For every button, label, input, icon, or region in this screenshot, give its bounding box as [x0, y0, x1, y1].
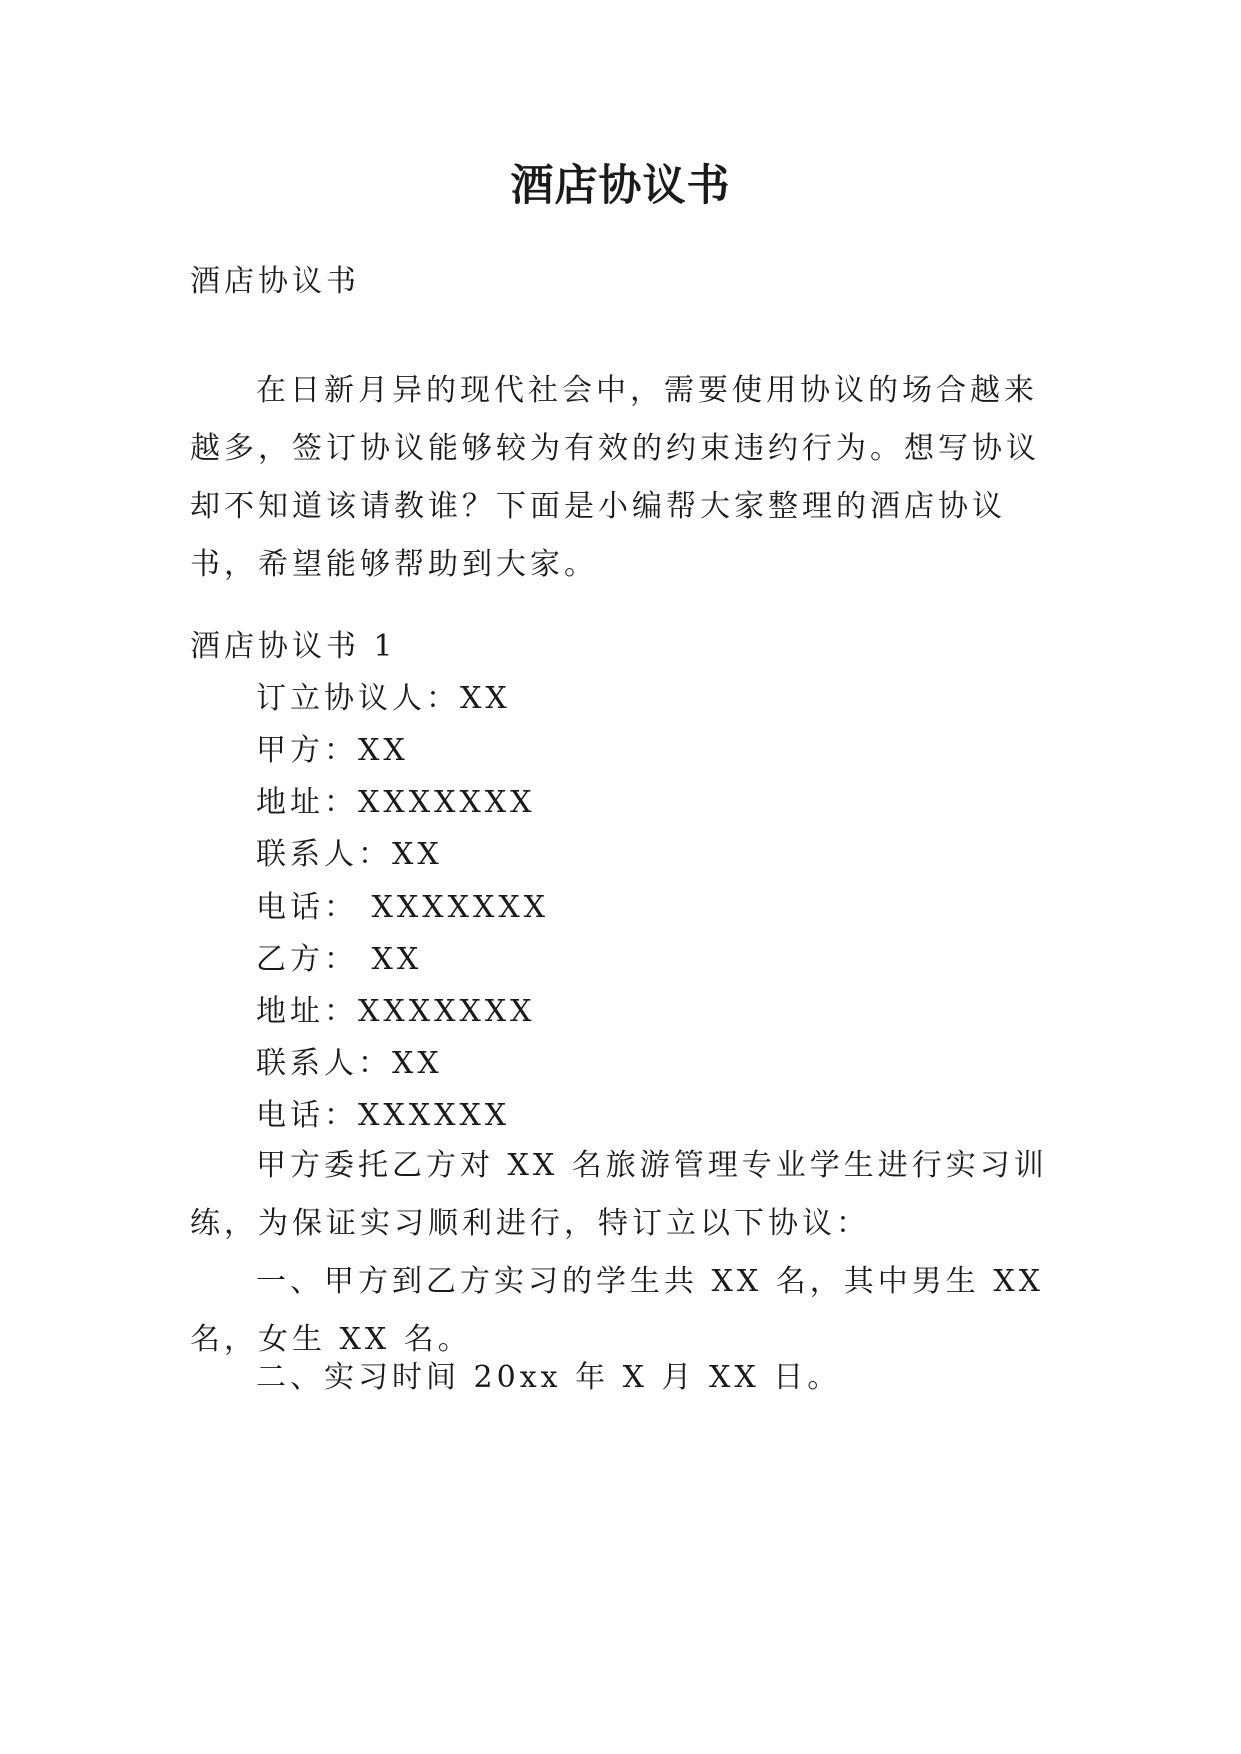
party-line: 甲方：XX — [256, 733, 409, 768]
party-line: 联系人：XX — [256, 1046, 443, 1081]
party-line: 订立协议人：XX — [256, 681, 511, 716]
body-paragraph: 二、实习时间 20xx 年 X 月 XX 日。 — [256, 1360, 842, 1395]
party-line: 乙方： XX — [256, 942, 423, 977]
party-line: 地址：XXXXXXX — [256, 785, 536, 820]
intro-paragraph: 在日新月异的现代社会中，需要使用协议的场合越来越多，签订协议能够较为有效的约束违约行为。想写协议却不知道该请教谁？下面是小编帮大家整理的酒店协议书，希望能够帮助到大家。 — [190, 373, 1040, 582]
document-title: 酒店协议书 — [510, 161, 731, 211]
section-title: 酒店协议书 1 — [190, 629, 397, 664]
party-line: 地址：XXXXXXX — [256, 994, 536, 1029]
body-paragraph: 一、甲方到乙方实习的学生共 XX 名，其中男生 XX 名，女生 XX 名。 — [190, 1264, 1045, 1357]
party-line: 电话： XXXXXXX — [256, 890, 550, 925]
party-line: 联系人：XX — [256, 837, 443, 872]
body-paragraph: 甲方委托乙方对 XX 名旅游管理专业学生进行实习训练，为保证实习顺利进行，特订立以下协议： — [190, 1148, 1048, 1241]
document-subtitle: 酒店协议书 — [190, 264, 360, 299]
party-line: 电话：XXXXXX — [256, 1098, 511, 1133]
